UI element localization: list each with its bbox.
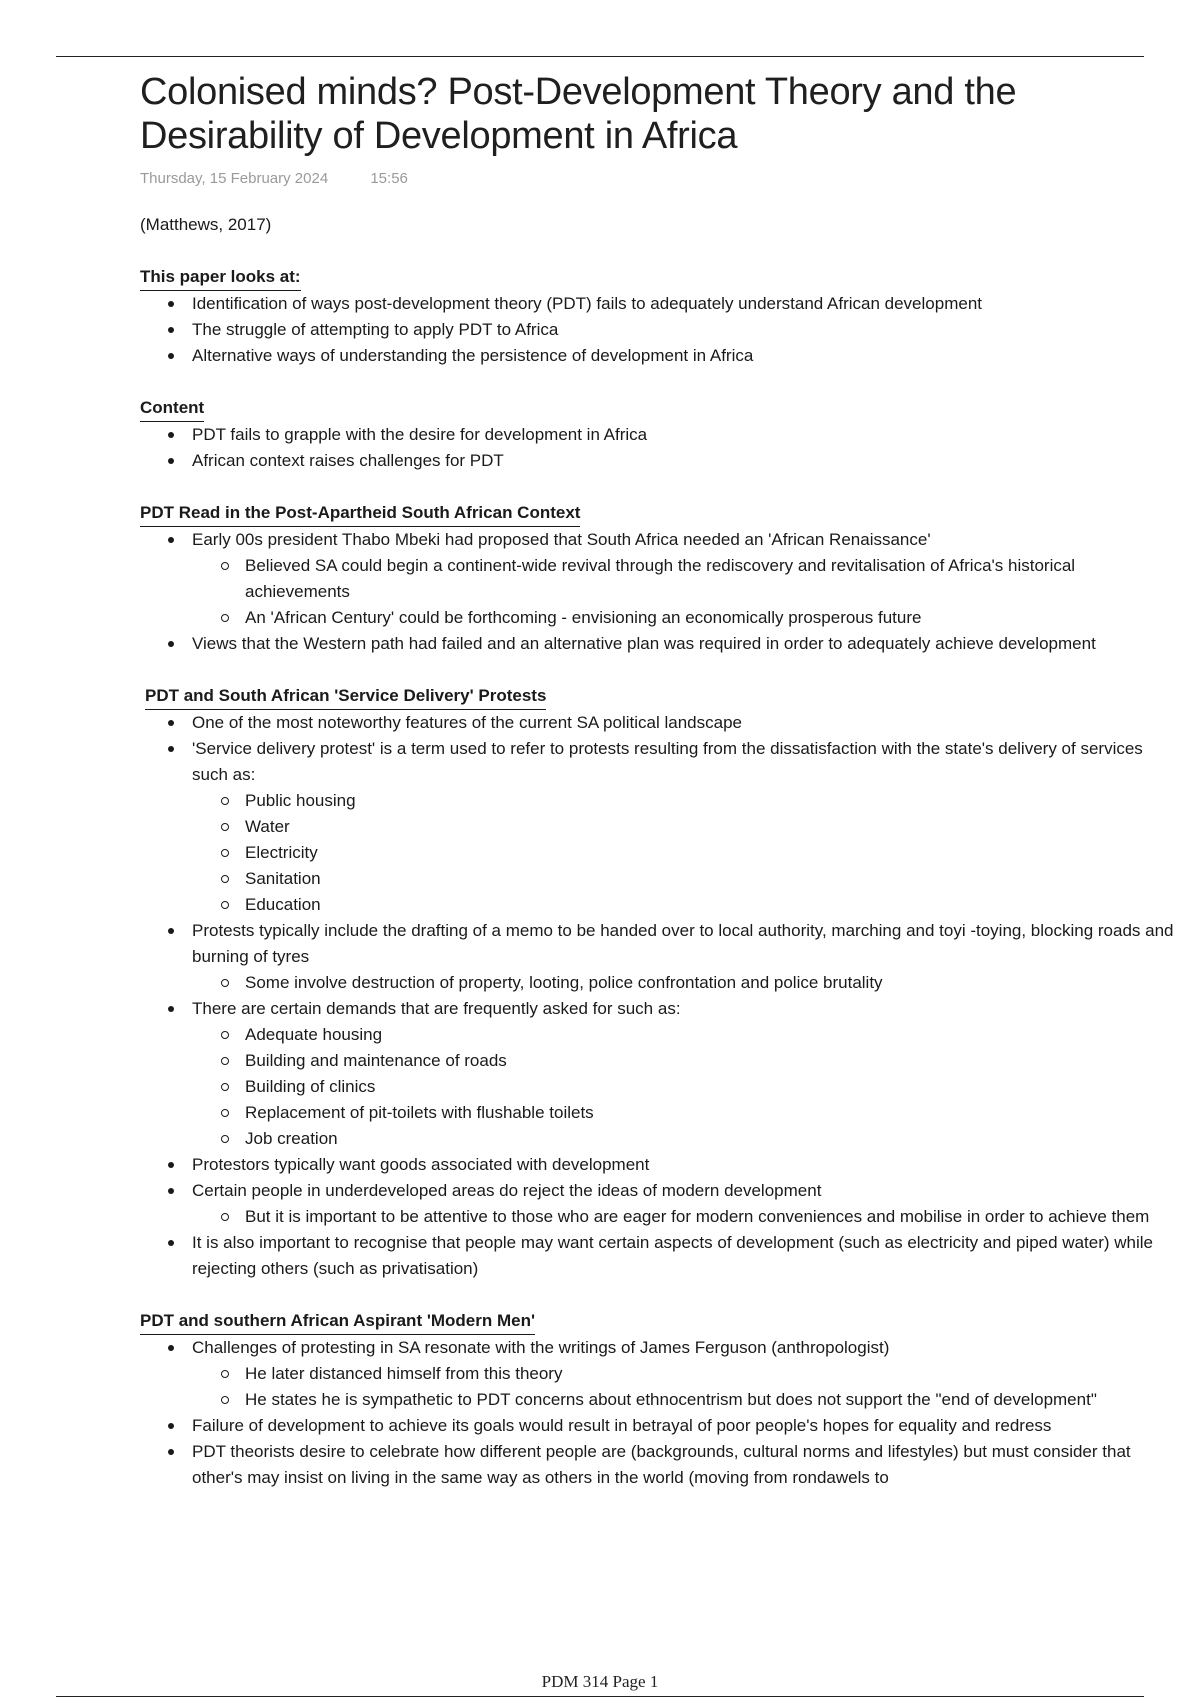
sub-list-item: Replacement of pit-toilets with flushable toilets (245, 1100, 1180, 1126)
list-item-text: PDT theorists desire to celebrate how different people are (backgrounds, cultural norms and lifestyles) but must consider that other's may insist on living in the same way as others in the world (moving from rondawels to (192, 1442, 1131, 1487)
sub-bullet-list (192, 970, 1180, 996)
list-item-text: There are certain demands that are frequently asked for such as: (192, 999, 681, 1018)
section-heading: This paper looks at: (140, 264, 301, 291)
bullet-list (140, 291, 1180, 369)
list-item-text: Protests typically include the drafting of a memo to be handed over to local authority, marching and toyi -toying, blocking roads and burning of tyres (192, 921, 1174, 966)
list-item-text: Early 00s president Thabo Mbeki had proposed that South Africa needed an 'African Renaissance' (192, 530, 931, 549)
top-rule (56, 56, 1144, 57)
section (140, 500, 1180, 657)
page-footer: PDM 314 Page 1 (541, 1672, 659, 1691)
section (140, 264, 1180, 369)
sub-bullet-list (192, 788, 1180, 918)
sub-bullet-list (192, 1361, 1180, 1413)
list-item (192, 710, 1180, 736)
sub-list-item: Education (245, 892, 1180, 918)
list-item (192, 1439, 1180, 1491)
sub-list-item: Building of clinics (245, 1074, 1180, 1100)
bullet-list (140, 710, 1180, 1282)
sub-list-item: He states he is sympathetic to PDT concerns about ethnocentrism but does not support the "end of development" (245, 1387, 1180, 1413)
bullet-list (140, 422, 1180, 474)
bottom-rule (56, 1696, 1144, 1697)
list-item-text: Identification of ways post-development theory (PDT) fails to adequately understand African development (192, 294, 982, 313)
section-heading: Content (140, 395, 204, 422)
sub-list-item: Adequate housing (245, 1022, 1180, 1048)
page-content (140, 70, 1180, 1491)
list-item-text: Failure of development to achieve its goals would result in betrayal of poor people's hopes for equality and redress (192, 1416, 1052, 1435)
sub-list-item: An 'African Century' could be forthcoming - envisioning an economically prosperous future (245, 605, 1180, 631)
list-item (192, 918, 1180, 996)
list-item (192, 631, 1180, 657)
list-item (192, 343, 1180, 369)
list-item-text: Certain people in underdeveloped areas do reject the ideas of modern development (192, 1181, 822, 1200)
section (140, 683, 1180, 1282)
sub-list-item: Job creation (245, 1126, 1180, 1152)
sub-bullet-list (192, 553, 1180, 631)
list-item-text: 'Service delivery protest' is a term used to refer to protests resulting from the dissatisfaction with the state's delivery of services such as: (192, 739, 1143, 784)
sub-list-item: Water (245, 814, 1180, 840)
bullet-list (140, 1335, 1180, 1491)
list-item-text: The struggle of attempting to apply PDT to Africa (192, 320, 559, 339)
page-time: 15:56 (370, 170, 408, 187)
list-item (192, 1178, 1180, 1230)
list-item-text: PDT fails to grapple with the desire for development in Africa (192, 425, 648, 444)
list-item (192, 448, 1180, 474)
page-datetime (140, 170, 1180, 190)
sub-list-item: He later distanced himself from this theory (245, 1361, 1180, 1387)
list-item (192, 736, 1180, 918)
list-item-text: Protestors typically want goods associated with development (192, 1155, 650, 1174)
list-item-text: Alternative ways of understanding the persistence of development in Africa (192, 346, 754, 365)
list-item (192, 1335, 1180, 1413)
section-heading: PDT and southern African Aspirant 'Modern Men' (140, 1308, 535, 1335)
page-title: Colonised minds? Post-Development Theory and the Desirability of Development in Africa (140, 71, 1017, 157)
list-item (192, 527, 1180, 631)
list-item (192, 1413, 1180, 1439)
sub-bullet-list (192, 1204, 1180, 1230)
list-item-text: It is also important to recognise that people may want certain aspects of development (such as electricity and piped water) while rejecting others (such as privatisation) (192, 1233, 1153, 1278)
sub-bullet-list (192, 1022, 1180, 1152)
sub-list-item: Building and maintenance of roads (245, 1048, 1180, 1074)
sub-list-item: Believed SA could begin a continent-wide revival through the rediscovery and revitalisation of Africa's historical achievements (245, 553, 1180, 605)
citation: (Matthews, 2017) (140, 215, 272, 234)
list-item-text: One of the most noteworthy features of the current SA political landscape (192, 713, 742, 732)
sections-container (140, 264, 1180, 1491)
list-item (192, 1152, 1180, 1178)
list-item (192, 291, 1180, 317)
sub-list-item: Electricity (245, 840, 1180, 866)
sub-list-item: Public housing (245, 788, 1180, 814)
list-item-text: Challenges of protesting in SA resonate with the writings of James Ferguson (anthropologist) (192, 1338, 890, 1357)
list-item (192, 996, 1180, 1152)
section-heading: PDT and South African 'Service Delivery' Protests (145, 683, 546, 710)
sub-list-item: But it is important to be attentive to those who are eager for modern conveniences and mobilise in order to achieve them (245, 1204, 1180, 1230)
page-date: Thursday, 15 February 2024 (140, 170, 329, 187)
list-item-text: Views that the Western path had failed and an alternative plan was required in order to adequately achieve development (192, 634, 1096, 653)
section (140, 1308, 1180, 1491)
list-item-text: African context raises challenges for PDT (192, 451, 504, 470)
bullet-list (140, 527, 1180, 657)
section (140, 395, 1180, 474)
sub-list-item: Some involve destruction of property, looting, police confrontation and police brutality (245, 970, 1180, 996)
list-item (192, 1230, 1180, 1282)
sub-list-item: Sanitation (245, 866, 1180, 892)
list-item (192, 422, 1180, 448)
section-heading: PDT Read in the Post-Apartheid South African Context (140, 500, 580, 527)
list-item (192, 317, 1180, 343)
